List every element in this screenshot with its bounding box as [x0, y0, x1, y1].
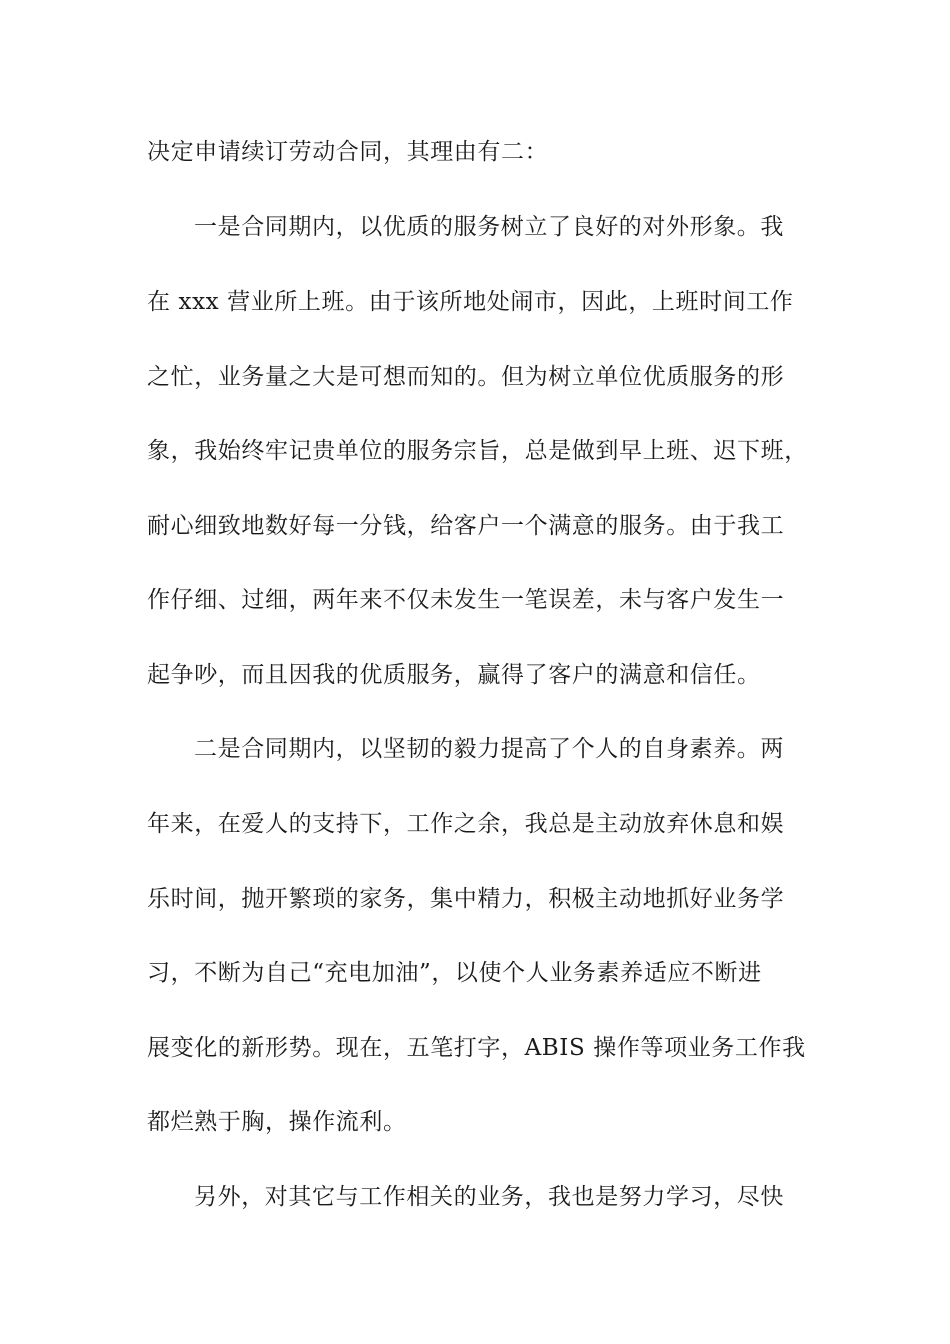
- text-line-8: 起争吵，而且因我的优质服务，赢得了客户的满意和信任。: [147, 662, 761, 688]
- text-line-5: 象，我始终牢记贵单位的服务宗旨，总是做到早上班、迟下班，: [147, 438, 808, 464]
- text-line-7: 作仔细、过细，两年来不仅未发生一笔误差，未与客户发生一: [147, 587, 785, 613]
- text-line-4: 之忙，业务量之大是可想而知的。但为树立单位优质服务的形: [147, 364, 785, 390]
- text-line-1: 决定申请续订劳动合同，其理由有二：: [147, 139, 549, 165]
- text-line-11: 乐时间，抛开繁琐的家务，集中精力，积极主动地抓好业务学: [147, 886, 785, 912]
- text-line-9: 二是合同期内，以坚韧的毅力提高了个人的自身素养。两: [194, 736, 784, 762]
- text-line-12: 习，不断为自己“充电加油”，以使个人业务素养适应不断进: [147, 960, 762, 986]
- text-line-3: 在 xxx 营业所上班。由于该所地处闹市，因此，上班时间工作: [147, 289, 794, 315]
- text-line-2: 一是合同期内，以优质的服务树立了良好的对外形象。我: [194, 214, 784, 240]
- text-line-13: 展变化的新形势。现在，五笔打字，ABIS 操作等项业务工作我: [147, 1035, 806, 1061]
- text-line-10: 年来，在爱人的支持下，工作之余，我总是主动放弃休息和娱: [147, 811, 785, 837]
- text-line-6: 耐心细致地数好每一分钱，给客户一个满意的服务。由于我工: [147, 513, 785, 539]
- text-line-14: 都烂熟于胸，操作流利。: [147, 1109, 407, 1135]
- text-line-15: 另外，对其它与工作相关的业务，我也是努力学习，尽快: [194, 1184, 784, 1210]
